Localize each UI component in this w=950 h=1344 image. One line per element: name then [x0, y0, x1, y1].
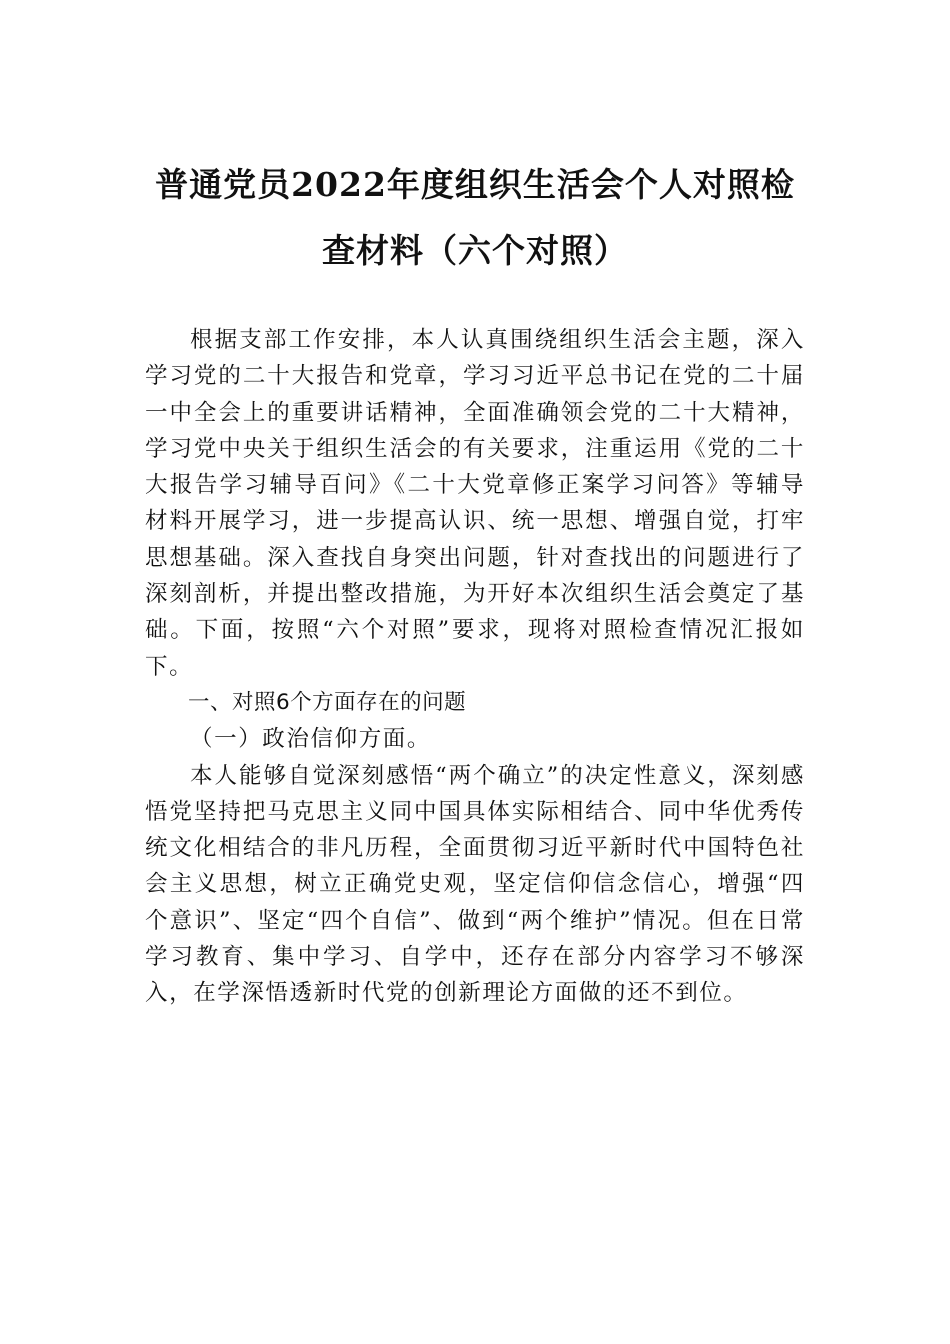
political-belief-paragraph: 本人能够自觉深刻感悟“两个确立”的决定性意义，深刻感悟党坚持把马克思主义同中国具体实际相结合、同中华优秀传统文化相结合的非凡历程，全面贯彻习近平新时代中国特色社会主义思想，树立正确党史观，坚定信仰信念信心，增强“四个意识”、坚定“四个自信”、做到“两个维护”情况。但在日常学习教育、集中学习、自学中，还存在部分内容学习不够深入，在学深悟透新时代党的创新理论方面做的还不到位。	[145, 762, 805, 1007]
title-line-2: 查材料（六个对照）	[322, 231, 628, 270]
intro-paragraph: 根据支部工作安排，本人认真围绕组织生活会主题，深入学习党的二十大报告和党章，学习习近平总书记在党的二十届一中全会上的重要讲话精神，全面准确领会党的二十大精神，学习党中央关于组织生活会的有关要求，注重运用《党的二十大报告学习辅导百问》《二十大党章修正案学习问答》等辅导材料开展学习，进一步提高认识、统一思想、增强自觉，打牢思想基础。深入查找自身突出问题，针对查找出的问题进行了深刻剖析，并提出整改措施，为开好本次组织生活会奠定了基础。下面，按照“六个对照”要求，现将对照检查情况汇报如下。	[145, 327, 805, 680]
document-body	[145, 322, 805, 1012]
title-line-1: 普通党员2022年度组织生活会个人对照检	[155, 165, 795, 204]
subsection-heading: （一）政治信仰方面。	[190, 726, 432, 753]
section-heading: 一、对照6个方面存在的问题	[188, 689, 467, 715]
